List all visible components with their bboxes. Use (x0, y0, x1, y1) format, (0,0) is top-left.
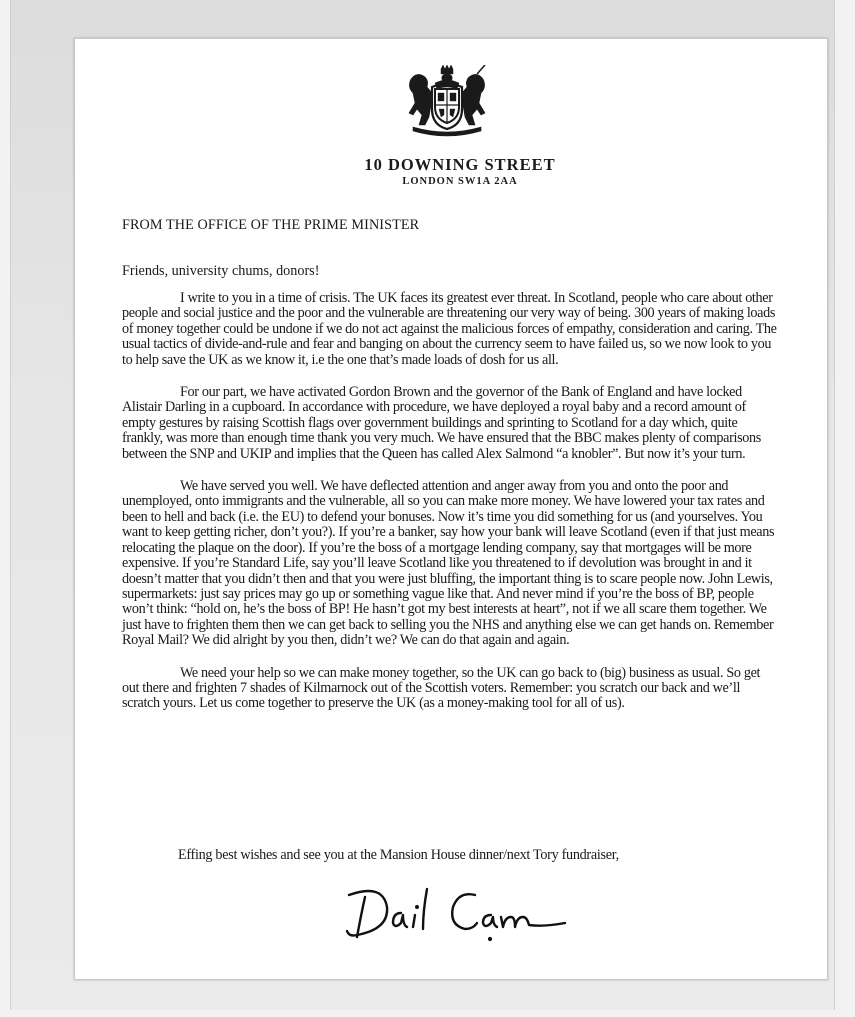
paragraph-4: We need your help so we can make money together, so the UK can go back to (big) business as usual. So get out there and frighten 7 shades of Kilmarnock out of the Scottish voters. Remember: you scratch our back and we’ll scratch yours. Let us come together to preserve the UK (as a money-making tool for all of us). (122, 664, 761, 712)
paragraph-3: We have served you well. We have deflected attention and anger away from you and onto the poor and unemployed, onto immigrants and the vulnerable, all so you can make more money. We have lowered your tax rates and been to hell and back (i.e. the EU) to defend your bonuses. Now it’s time you did something for us (and yourselves. You want to keep getting richer, don’t you?). If you’re a banker, say how your bank will leave Scotland (even if that just means relocating the plaque on the door). If you’re the boss of a mortgage lending company, say that mortgages will be more expensive. If you’re Standard Life, say you’ll leave Scotland like you threatened to if devolution was brought in and it doesn’t matter that you didn’t then and that you were just bluffing, the important thing is to scare people now. John Lewis, supermarkets: just say prices may go up or something vague like that. And never mind if you’re the boss of BP, people won’t think: “hold on, he’s the boss of BP! He hasn’t got my best interests at heart”, not if we all scare them together. We just have to frighten them then we can get back to selling you the NHS and anything else we can get hands on. Remember Royal Mail? We did alright by you then, didn’t we? We can do that again and again. (122, 478, 775, 649)
letter-sheet (74, 38, 828, 980)
royal-coat-of-arms-icon (405, 65, 489, 137)
office-heading: FROM THE OFFICE OF THE PRIME MINISTER (122, 217, 420, 233)
handwritten-signature (343, 877, 573, 947)
signoff: Effing best wishes and see you at the Mansion House dinner/next Tory fundraiser, (178, 847, 619, 863)
letter-body (122, 291, 778, 729)
paragraph-2: For our part, we have activated Gordon Brown and the governor of the Bank of England and have locked Alistair Darling in a cupboard. In accordance with procedure, we have deployed a royal baby and a record amount of empty gestures by raising Scottish flags over government buildings and sprinting to Scotland for a day which, quite frankly, was more than enough time thank you very much. We have ensured that the BBC makes plenty of comparisons between the SNP and UKIP and implies that the Queen has called Alex Salmond “a knobler”. But now it’s your turn. (122, 384, 761, 462)
salutation: Friends, university chums, donors! (122, 263, 320, 279)
address-city: LONDON SW1A 2AA (402, 176, 518, 187)
address-street: 10 DOWNING STREET (364, 155, 556, 174)
paragraph-1: I write to you in a time of crisis. The UK faces its greatest ever threat. In Scotland, people who care about other people and social justice and the poor and the vulnerable are threatening our very way of being. 300 years of making loads of money together could be undone if we do not act against the malicious forces of empathy, consideration and caring. The usual tactics of divide-and-rule and fear and banging on about the currency seem to have failed us, so we now look to you to help save the UK as we know it, i.e the one that’s made loads of dosh for us all. (122, 290, 777, 368)
